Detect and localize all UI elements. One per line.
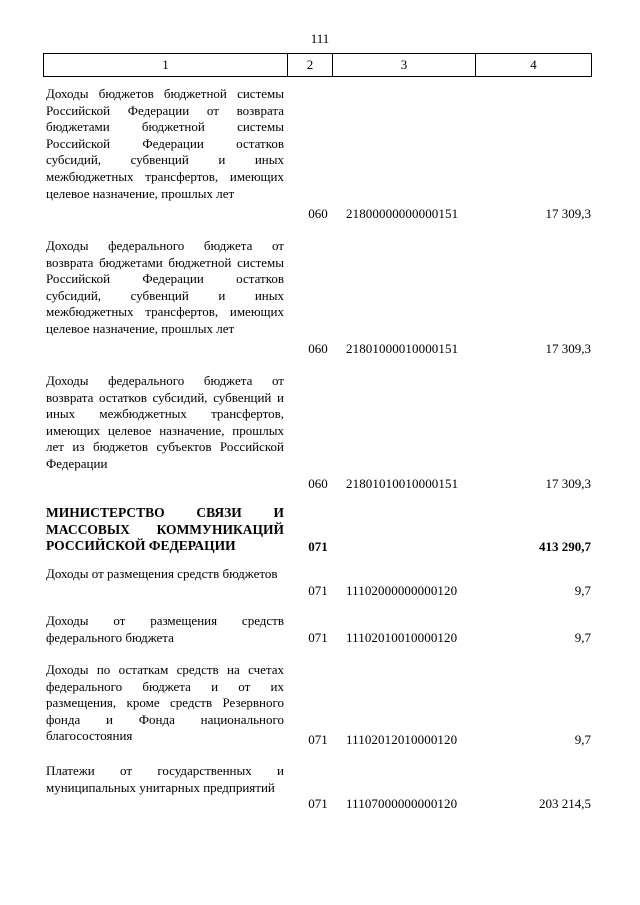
row-kbk-code: 21801010010000151	[346, 476, 459, 491]
row-amount: 9,7	[574, 630, 591, 645]
row-amount: 203 214,5	[539, 796, 591, 811]
row-amount: 17 309,3	[545, 206, 591, 221]
row-kbk-code: 11102012010000120	[346, 732, 458, 747]
row-amount: 9,7	[574, 732, 591, 747]
row-kbk-code: 11102000000000120	[346, 583, 458, 598]
row-admin-code: 071	[308, 796, 328, 811]
column-header-row	[43, 53, 592, 77]
row-amount: 17 309,3	[545, 341, 591, 356]
row-admin-code: 060	[308, 206, 328, 221]
column-header-4: 4	[476, 54, 592, 77]
row-description: Доходы от размещения средств бюджетов	[46, 566, 278, 581]
row-admin-code: 060	[308, 341, 328, 356]
row-admin-code: 071	[308, 630, 328, 645]
row-admin-code: 071	[308, 583, 328, 598]
column-header-3: 3	[333, 54, 476, 77]
ministry-title: МИНИСТЕРСТВО СВЯЗИ И МАССОВЫХ КОММУНИКАЦИЙ РОССИЙСКОЙ ФЕДЕРАЦИИ	[46, 505, 284, 554]
row-description: Доходы по остаткам средств на счетах федерального бюджета и от их размещения, кроме средств Резервного фонда и Фонда национального благосостояния	[46, 662, 284, 744]
column-header-2: 2	[288, 54, 333, 77]
row-kbk-code: 21800000000000151	[346, 206, 459, 221]
row-kbk-code: 11102010010000120	[346, 630, 458, 645]
column-header-1: 1	[44, 54, 288, 77]
row-description: Доходы от размещения средств федерального бюджета	[46, 613, 284, 645]
row-kbk-code: 21801000010000151	[346, 341, 459, 356]
row-amount: 9,7	[574, 583, 591, 598]
row-description: Доходы федерального бюджета от возврата остатков субсидий, субвенций и иных межбюджетных трансфертов, имеющих целевое назначение, прошлых лет из бюджетов субъектов Российской Федерации	[46, 373, 284, 471]
row-description: Доходы бюджетов бюджетной системы Российской Федерации от возврата бюджетами бюджетной системы Российской Федерации остатков субсидий, субвенций и иных межбюджетных трансфертов, имеющих целевое назначение, прошлых лет	[46, 86, 284, 201]
row-amount: 413 290,7	[539, 539, 591, 554]
row-amount: 17 309,3	[545, 476, 591, 491]
row-admin-code: 071	[308, 732, 328, 747]
row-kbk-code: 11107000000000120	[346, 796, 458, 811]
page-number: 111	[310, 31, 330, 46]
row-admin-code: 071	[308, 539, 328, 554]
row-admin-code: 060	[308, 476, 328, 491]
row-description: Доходы федерального бюджета от возврата бюджетами бюджетной системы Российской Федерации остатков субсидий, субвенций и иных межбюджетных трансфертов, имеющих целевое назначение, прошлых лет	[46, 238, 284, 336]
row-description: Платежи от государственных и муниципальных унитарных предприятий	[46, 763, 284, 795]
